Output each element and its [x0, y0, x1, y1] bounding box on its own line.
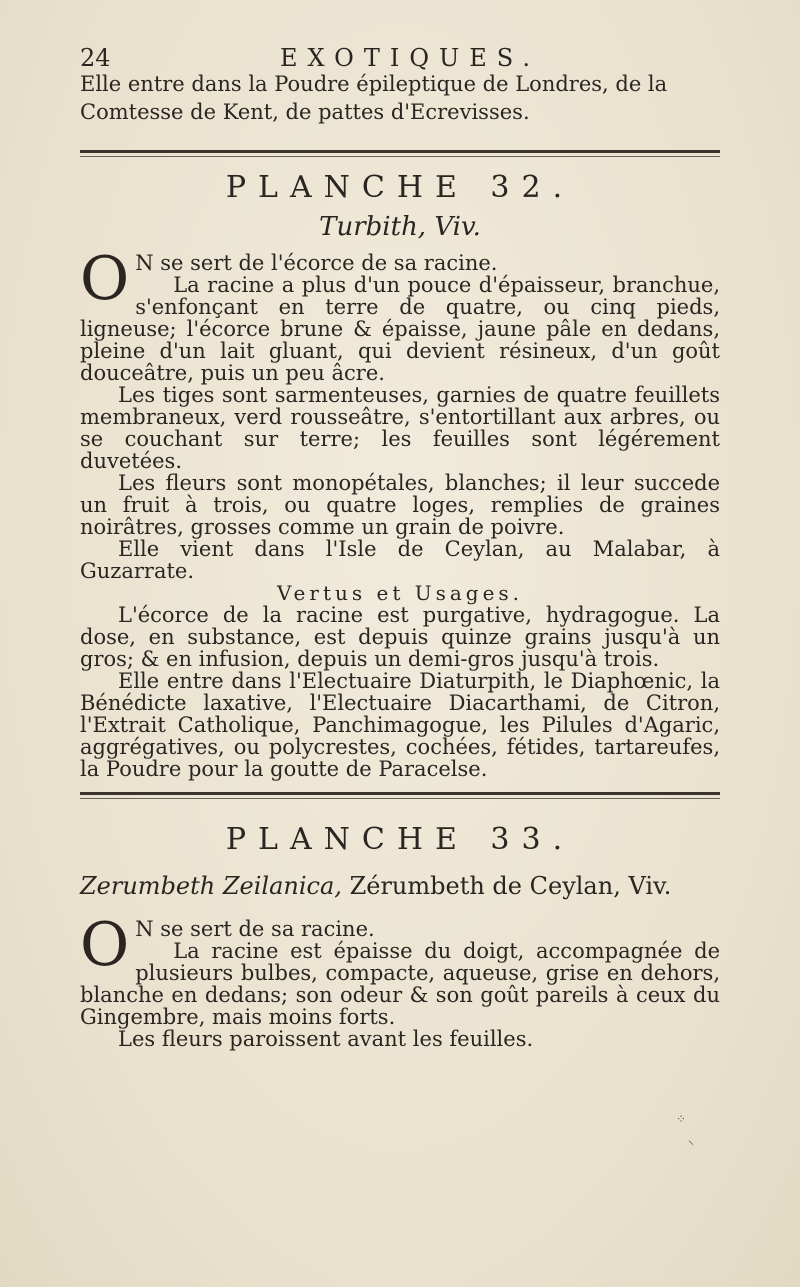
plate-32-title: PLANCHE 32.	[225, 170, 575, 205]
plate-33-paragraph-2: La racine est épaisse du doigt, accompagnée de plusieurs bulbes, compacte, aqueuse, grise en dehors, blanche en dedans; son odeur & son goût pareils à ceux du Gingembre, mais moins forts.	[80, 939, 720, 1029]
intro-paragraph: Elle entre dans la Poudre épileptique de Londres, de la Comtesse de Kent, de pattes d'Ecrevisses.	[80, 72, 668, 124]
divider-rule	[80, 150, 720, 153]
plate-33-paragraph-1: O N se sert de sa racine.	[80, 910, 375, 980]
plate-32-paragraph-4: Les fleurs sont monopétales, blanches; il leur succede un fruit à trois, ou quatre loges, remplies de graines noirâtres, grosses comme un grain de poivre.	[80, 471, 720, 539]
plate-32-paragraph-6: L'écorce de la racine est purgative, hydragogue. La dose, en substance, est depuis quinze grains jusqu'à un gros; & en infusion, depuis un demi-gros jusqu'à trois.	[80, 603, 720, 671]
plate-32-body	[80, 244, 720, 781]
plate-32-subtitle: Turbith, Viv.	[319, 212, 481, 242]
plate-32-paragraph-1: O N se sert de l'écorce de sa racine.	[80, 244, 498, 314]
plate-33-title: PLANCHE 33.	[225, 822, 575, 857]
running-head: EXOTIQUES.	[280, 44, 540, 72]
paper-speck-mark: ⸌	[688, 1138, 695, 1152]
plate-33-body	[80, 910, 720, 1051]
vertus-heading: Vertus et Usages.	[276, 581, 524, 605]
plate-33-paragraph-3: Les fleurs paroissent avant les feuilles.	[118, 1027, 534, 1051]
plate-33-french-name: Zérumbeth de Ceylan, Viv.	[349, 872, 672, 900]
page-number: 24	[80, 44, 111, 72]
plate-32-paragraph-3: Les tiges sont sarmenteuses, garnies de quatre feuillets membraneux, verd rousseâtre, s'entortillant aux arbres, ou se couchant sur terre; les feuilles sont légérement duvetées.	[80, 383, 720, 473]
drop-cap: O	[80, 910, 130, 980]
plate-33-latin-name: Zerumbeth Zeilanica,	[80, 872, 342, 900]
plate-32-paragraph-7: Elle entre dans l'Electuaire Diaturpith, le Diaphœnic, la Bénédicte laxative, l'Electuaire Diacarthami, de Citron, l'Extrait Catholique, Panchimagogue, les Pilules d'Agaric, aggrégatives, ou polycrestes, cochées, fétides, tartareufes, la Poudre pour la goutte de Paracelse.	[80, 669, 720, 781]
divider-rule	[80, 792, 720, 795]
plate-32-paragraph-2: La racine a plus d'un pouce d'épaisseur, branchue, s'enfonçant en terre de quatre, ou cinq pieds, ligneuse; l'écorce brune & épaisse, jaune pâle en dedans, pleine d'un lait gluant, qui devient résineux, d'un goût douceâtre, puis un peu âcre.	[80, 273, 720, 385]
drop-cap: O	[80, 244, 130, 314]
plate-32-paragraph-5: Elle vient dans l'Isle de Ceylan, au Malabar, à Guzarrate.	[80, 537, 720, 583]
paper-speck-mark: ⁘	[676, 1112, 687, 1126]
plate-33-subtitle	[80, 872, 720, 900]
